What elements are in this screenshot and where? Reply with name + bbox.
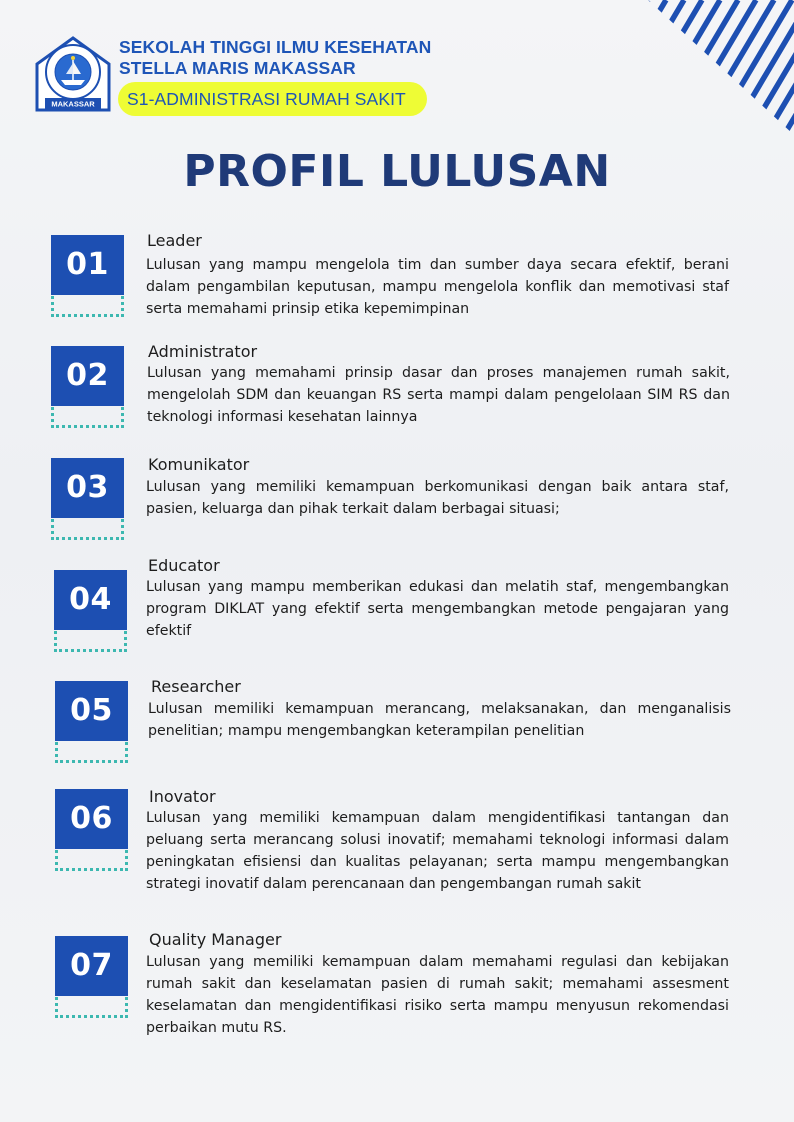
institution-logo	[33, 36, 113, 112]
item-number: 01	[51, 235, 124, 295]
item-number-badge	[55, 789, 128, 871]
decorative-stripes	[648, 0, 794, 135]
item-title: Inovator	[149, 787, 216, 806]
item-number-badge	[55, 681, 128, 763]
item-description: Lulusan memiliki kemampuan merancang, melaksanakan, dan menganalisis penelitian; mampu mengembangkan keterampilan penelitian	[148, 701, 731, 739]
institution-name-line2: STELLA MARIS MAKASSAR	[119, 58, 356, 78]
item-description: Lulusan yang memiliki kemampuan dalam memahami regulasi dan kebijakan rumah sakit dan keselamatan pasien di rumah sakit; memahami assesment keselamatan dan mengidentifikasi risiko serta mampu menyusun rekomendasi perbaikan mutu RS.	[146, 954, 729, 1036]
item-title: Researcher	[151, 677, 241, 696]
item-number: 07	[55, 936, 128, 996]
item-number: 03	[51, 458, 124, 518]
logo-text: MAKASSAR	[51, 99, 95, 109]
page-title: PROFIL LULUSAN	[183, 146, 611, 197]
item-title: Quality Manager	[149, 930, 282, 949]
item-description: Lulusan yang memahami prinsip dasar dan proses manajemen rumah sakit, mengelolah SDM dan keuangan RS serta mampi dalam pengelolaan SIM RS dan teknologi informasi kesehatan lainnya	[147, 365, 730, 425]
item-number: 04	[54, 570, 127, 630]
item-number-badge	[51, 346, 124, 428]
item-description: Lulusan yang mampu memberikan edukasi dan melatih staf, mengembangkan program DIKLAT yang efektif serta mengembangkan metode pengajaran yang efektif	[146, 579, 729, 639]
program-badge: S1-ADMINISTRASI RUMAH SAKIT	[118, 82, 427, 116]
item-number: 02	[51, 346, 124, 406]
item-description: Lulusan yang mampu mengelola tim dan sumber daya secara efektif, berani dalam pengambilan keputusan, mampu mengelola konflik dan memotivasi staf serta memahami prinsip etika kepemimpinan	[146, 257, 729, 317]
item-number-badge	[55, 936, 128, 1018]
item-number-badge	[54, 570, 127, 652]
item-title: Administrator	[148, 342, 258, 361]
institution-name-line1: SEKOLAH TINGGI ILMU KESEHATAN	[119, 37, 432, 57]
item-title: Komunikator	[148, 455, 250, 474]
item-number: 05	[55, 681, 128, 741]
item-number-badge	[51, 458, 124, 540]
item-title: Leader	[147, 231, 202, 250]
item-number-badge	[51, 235, 124, 317]
item-description: Lulusan yang memiliki kemampuan berkomunikasi dengan baik antara staf, pasien, keluarga dan pihak terkait dalam berbagai situasi;	[146, 479, 729, 517]
item-number: 06	[55, 789, 128, 849]
item-description: Lulusan yang memiliki kemampuan dalam mengidentifikasi tantangan dan peluang serta merancang solusi inovatif; memahami teknologi informasi dalam peningkatan efisiensi dan kualitas pelayanan; serta mampu mengembangkan strategi inovatif dalam perencanaan dan pengembangan rumah sakit	[146, 810, 729, 892]
item-title: Educator	[148, 556, 220, 575]
